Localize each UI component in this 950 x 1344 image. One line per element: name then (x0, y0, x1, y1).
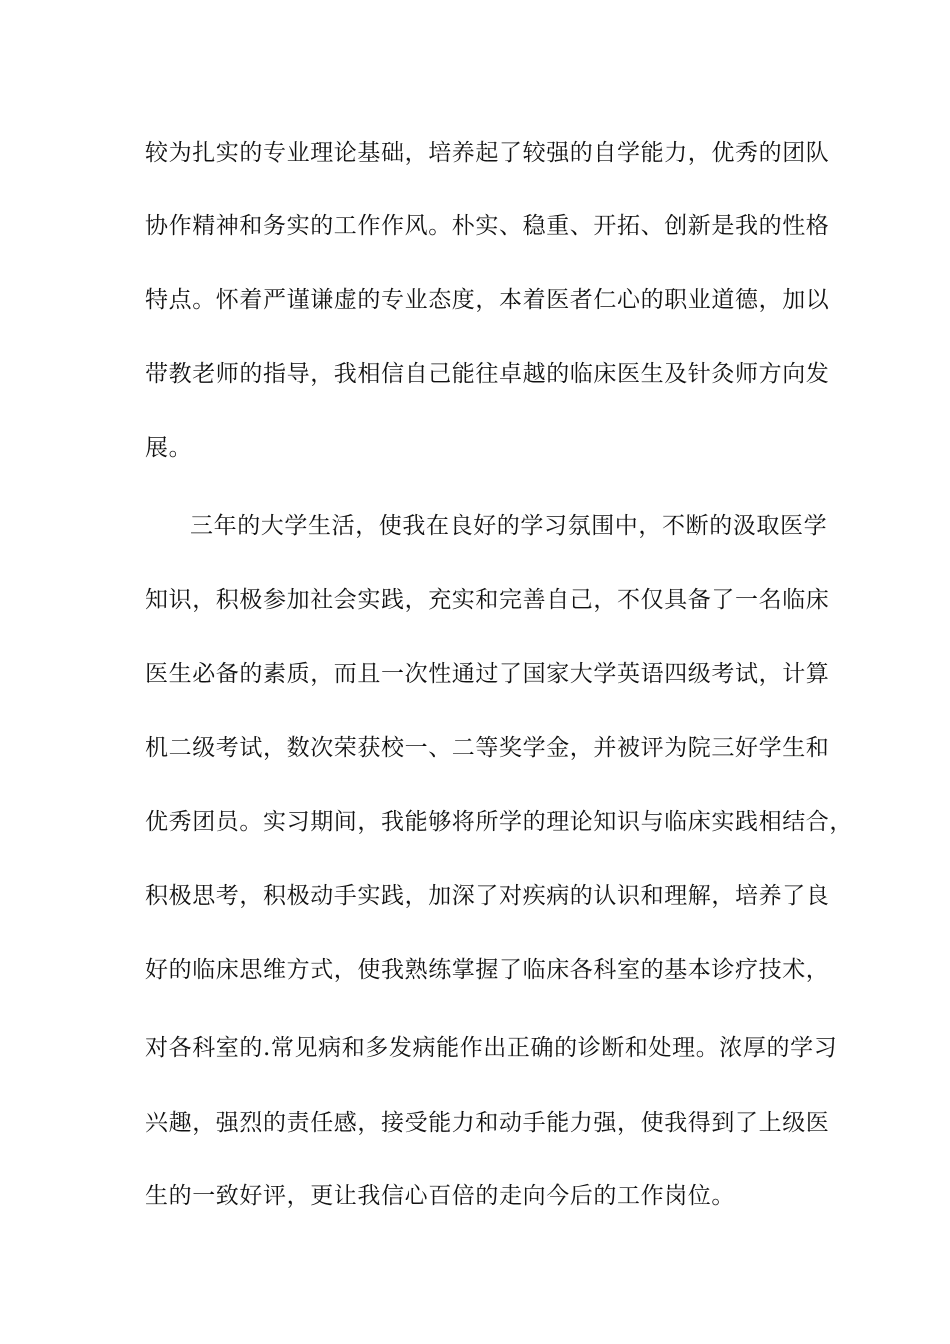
paragraph-2-line-2: 知识，积极参加社会实践，充实和完善自己，不仅具备了一名临床 (145, 587, 830, 613)
paragraph-1-line-2: 协作精神和务实的工作作风。朴实、稳重、开拓、创新是我的性格 (145, 213, 830, 239)
paragraph-1-line-3: 特点。怀着严谨谦虚的专业态度，本着医者仁心的职业道德，加以 (145, 287, 830, 313)
paragraph-2-line-10: 生的一致好评，更让我信心百倍的走向今后的工作岗位。 (145, 1183, 735, 1209)
paragraph-2-line-7: 好的临床思维方式，使我熟练掌握了临床各科室的基本诊疗技术， (145, 957, 830, 983)
paragraph-2-line-5: 优秀团员。实习期间，我能够将所学的理论知识与临床实践相结合， (145, 809, 853, 835)
paragraph-2-line-1: 三年的大学生活，使我在良好的学习氛围中，不断的汲取医学 (190, 513, 828, 539)
paragraph-1-line-5: 展。 (145, 435, 193, 461)
paragraph-2-line-3: 医生必备的素质，而且一次性通过了国家大学英语四级考试，计算 (145, 661, 830, 687)
paragraph-1-line-4: 带教老师的指导，我相信自己能往卓越的临床医生及针灸师方向发 (145, 361, 830, 387)
paragraph-1-line-1: 较为扎实的专业理论基础，培养起了较强的自学能力，优秀的团队 (145, 140, 830, 166)
paragraph-2-line-8: 对各科室的.常见病和多发病能作出正确的诊断和处理。浓厚的学习 (145, 1035, 838, 1061)
paragraph-2-line-9: 兴趣，强烈的责任感，接受能力和动手能力强，使我得到了上级医 (145, 1110, 830, 1136)
paragraph-2-line-4: 机二级考试，数次荣获校一、二等奖学金，并被评为院三好学生和 (145, 735, 830, 761)
paragraph-2-line-6: 积极思考，积极动手实践，加深了对疾病的认识和理解，培养了良 (145, 883, 830, 909)
